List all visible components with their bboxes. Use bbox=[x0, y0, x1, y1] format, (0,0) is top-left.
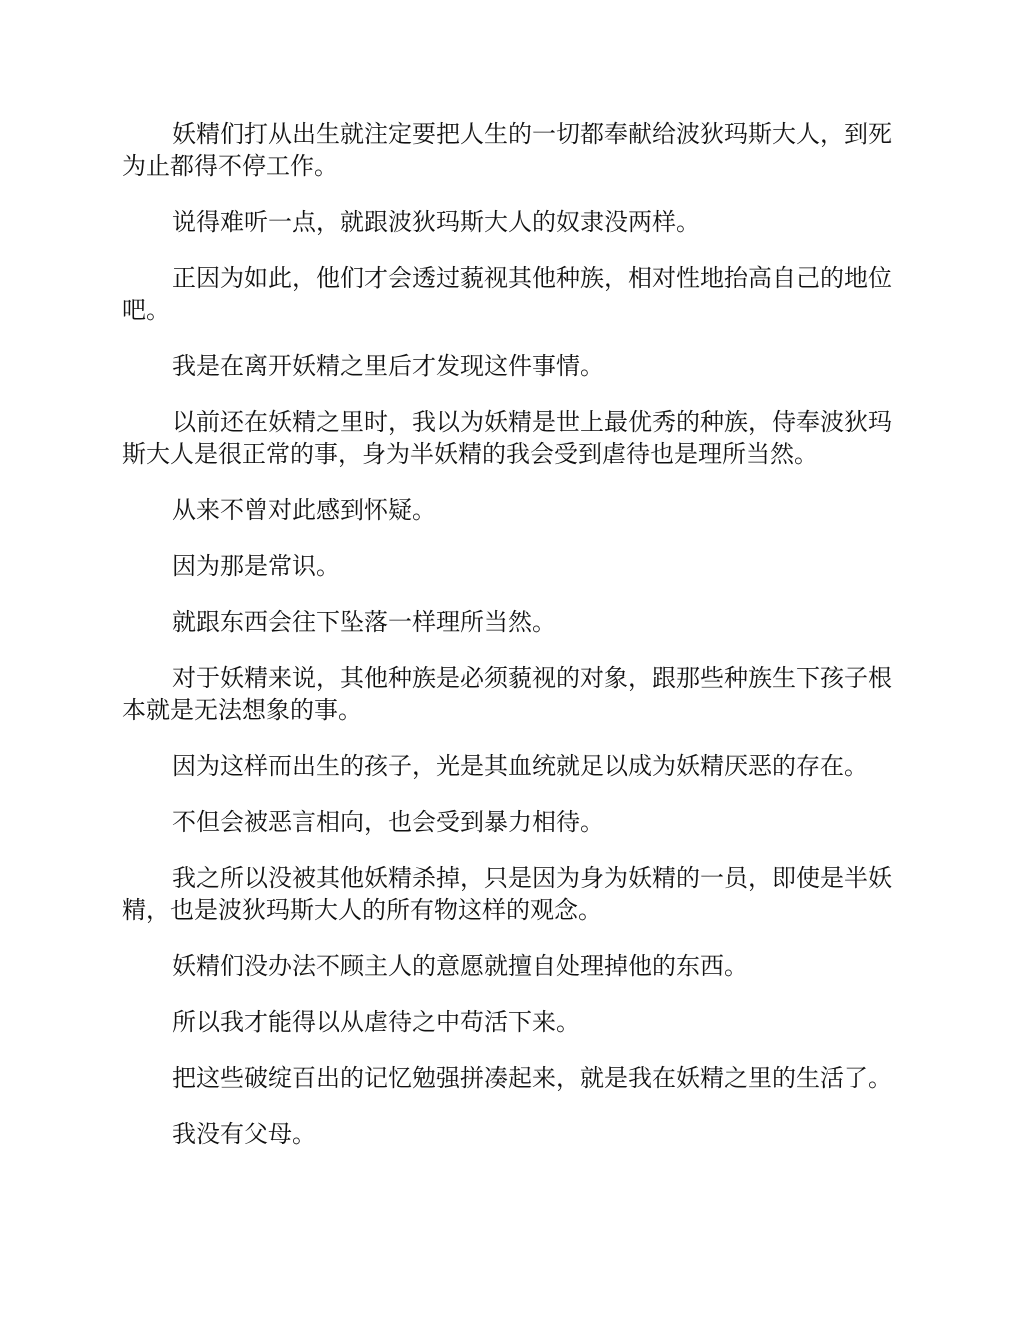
paragraph: 所以我才能得以从虐待之中苟活下来。 bbox=[172, 1008, 580, 1036]
paragraph: 因为那是常识。 bbox=[172, 552, 340, 580]
paragraph: 妖精们打从出生就注定要把人生的一切都奉献给波狄玛斯大人，到死为止都得不停工作。 bbox=[122, 120, 892, 180]
paragraph: 正因为如此，他们才会透过藐视其他种族，相对性地抬高自己的地位吧。 bbox=[122, 264, 892, 324]
document-page bbox=[122, 118, 900, 1174]
paragraph: 不但会被恶言相向，也会受到暴力相待。 bbox=[172, 808, 604, 836]
paragraph: 我之所以没被其他妖精杀掉，只是因为身为妖精的一员，即使是半妖精，也是波狄玛斯大人的所有物这样的观念。 bbox=[122, 864, 892, 924]
paragraph: 从来不曾对此感到怀疑。 bbox=[172, 496, 436, 524]
paragraph: 把这些破绽百出的记忆勉强拼凑起来，就是我在妖精之里的生活了。 bbox=[172, 1064, 892, 1092]
paragraph: 对于妖精来说，其他种族是必须藐视的对象，跟那些种族生下孩子根本就是无法想象的事。 bbox=[122, 664, 892, 724]
paragraph: 我没有父母。 bbox=[172, 1120, 316, 1148]
paragraph: 因为这样而出生的孩子，光是其血统就足以成为妖精厌恶的存在。 bbox=[172, 752, 868, 780]
paragraph: 我是在离开妖精之里后才发现这件事情。 bbox=[172, 352, 604, 380]
paragraph: 说得难听一点，就跟波狄玛斯大人的奴隶没两样。 bbox=[172, 208, 700, 236]
paragraph: 妖精们没办法不顾主人的意愿就擅自处理掉他的东西。 bbox=[172, 952, 748, 980]
paragraph: 就跟东西会往下坠落一样理所当然。 bbox=[172, 608, 556, 636]
paragraph: 以前还在妖精之里时，我以为妖精是世上最优秀的种族，侍奉波狄玛斯大人是很正常的事，身为半妖精的我会受到虐待也是理所当然。 bbox=[122, 408, 892, 468]
